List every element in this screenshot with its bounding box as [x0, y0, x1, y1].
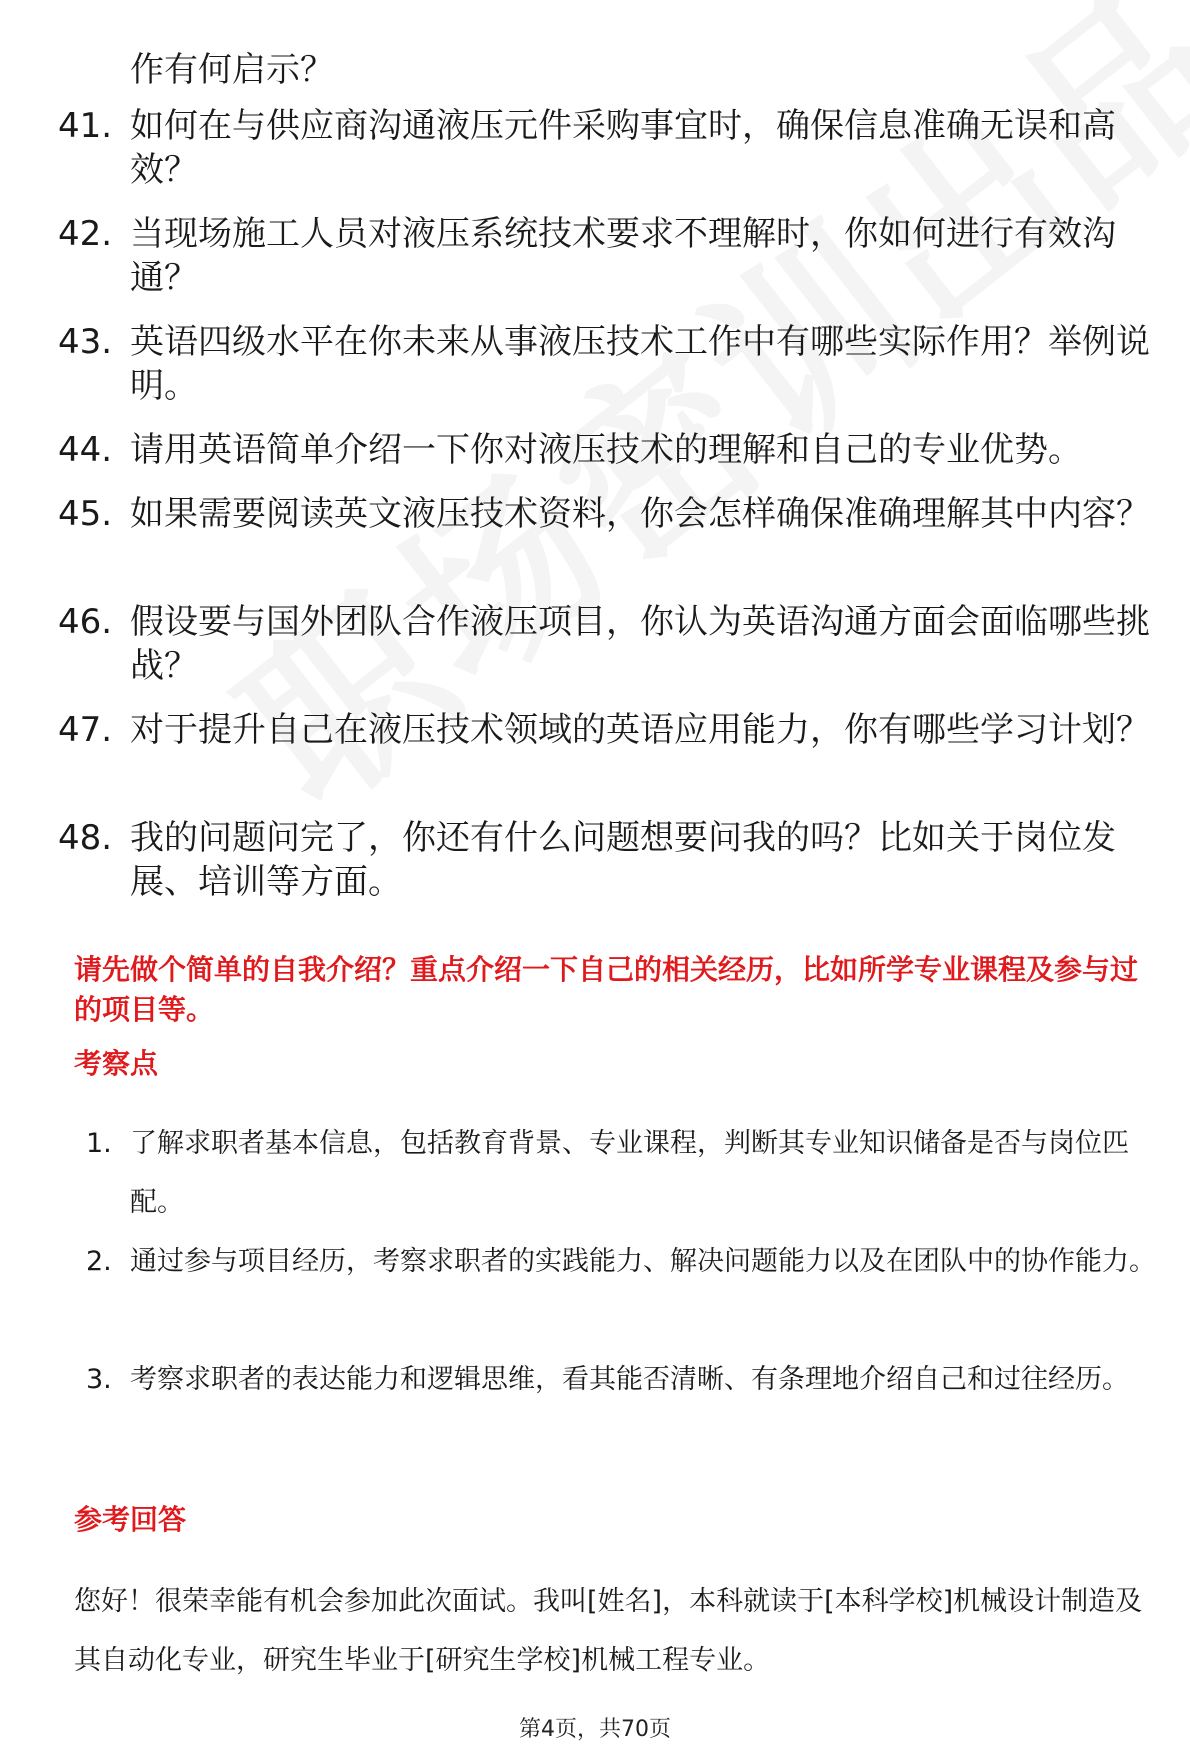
- assessment-text: 考察求职者的表达能力和逻辑思维，看其能否清晰、有条理地介绍自己和过往经历。: [130, 1364, 1129, 1395]
- question-text: 如果需要阅读英文液压技术资料，你会怎样确保准确理解其中内容？: [130, 494, 1150, 534]
- question-number: 45.: [58, 494, 113, 534]
- question-text: 我的问题问完了，你还有什么问题想要问我的吗？比如关于岗位发展、培训等方面。: [130, 818, 1116, 902]
- assessment-number: 2.: [86, 1246, 112, 1277]
- question-text: 假设要与国外团队合作液压项目，你认为英语沟通方面会面临哪些挑战？: [130, 602, 1150, 686]
- reference-heading: 参考回答: [74, 1503, 187, 1536]
- question-number: 48.: [58, 818, 113, 858]
- reference-answer: 您好！很荣幸能有机会参加此次面试。我叫[姓名]，本科就读于[本科学校]机械设计制造及其自动化专业，研究生毕业于[研究生学校]机械工程专业。: [74, 1586, 1143, 1676]
- question-text: 英语四级水平在你未来从事液压技术工作中有哪些实际作用？举例说明。: [130, 322, 1150, 406]
- page-footer: 第4页，共70页: [519, 1717, 671, 1742]
- question-number: 47.: [58, 710, 113, 750]
- question-text: 请用英语简单介绍一下你对液压技术的理解和自己的专业优势。: [130, 430, 1082, 470]
- question-text: 当现场施工人员对液压系统技术要求不理解时，你如何进行有效沟通？: [130, 214, 1116, 298]
- question-text: 对于提升自己在液压技术领域的英语应用能力，你有哪些学习计划？: [130, 710, 1150, 750]
- question-number: 42.: [58, 214, 113, 254]
- question-number: 41.: [58, 106, 113, 146]
- assessment-text: 通过参与项目经历，考察求职者的实践能力、解决问题能力以及在团队中的协作能力。: [130, 1246, 1156, 1277]
- assessment-heading: 考察点: [74, 1047, 159, 1080]
- assessment-text: 了解求职者基本信息，包括教育背景、专业课程，判断其专业知识储备是否与岗位匹配。: [130, 1128, 1129, 1218]
- assessment-number: 1.: [86, 1128, 112, 1159]
- question-number: 46.: [58, 602, 113, 642]
- question-number: 43.: [58, 322, 113, 362]
- assessment-number: 3.: [86, 1364, 112, 1395]
- question-text: 如何在与供应商沟通液压元件采购事宜时，确保信息准确无误和高效？: [130, 106, 1116, 190]
- focus-question: 请先做个简单的自我介绍？重点介绍一下自己的相关经历，比如所学专业课程及参与过的项目等。: [74, 953, 1139, 1026]
- question-number: 44.: [58, 430, 113, 470]
- question-continuation: 作有何启示？: [130, 50, 334, 90]
